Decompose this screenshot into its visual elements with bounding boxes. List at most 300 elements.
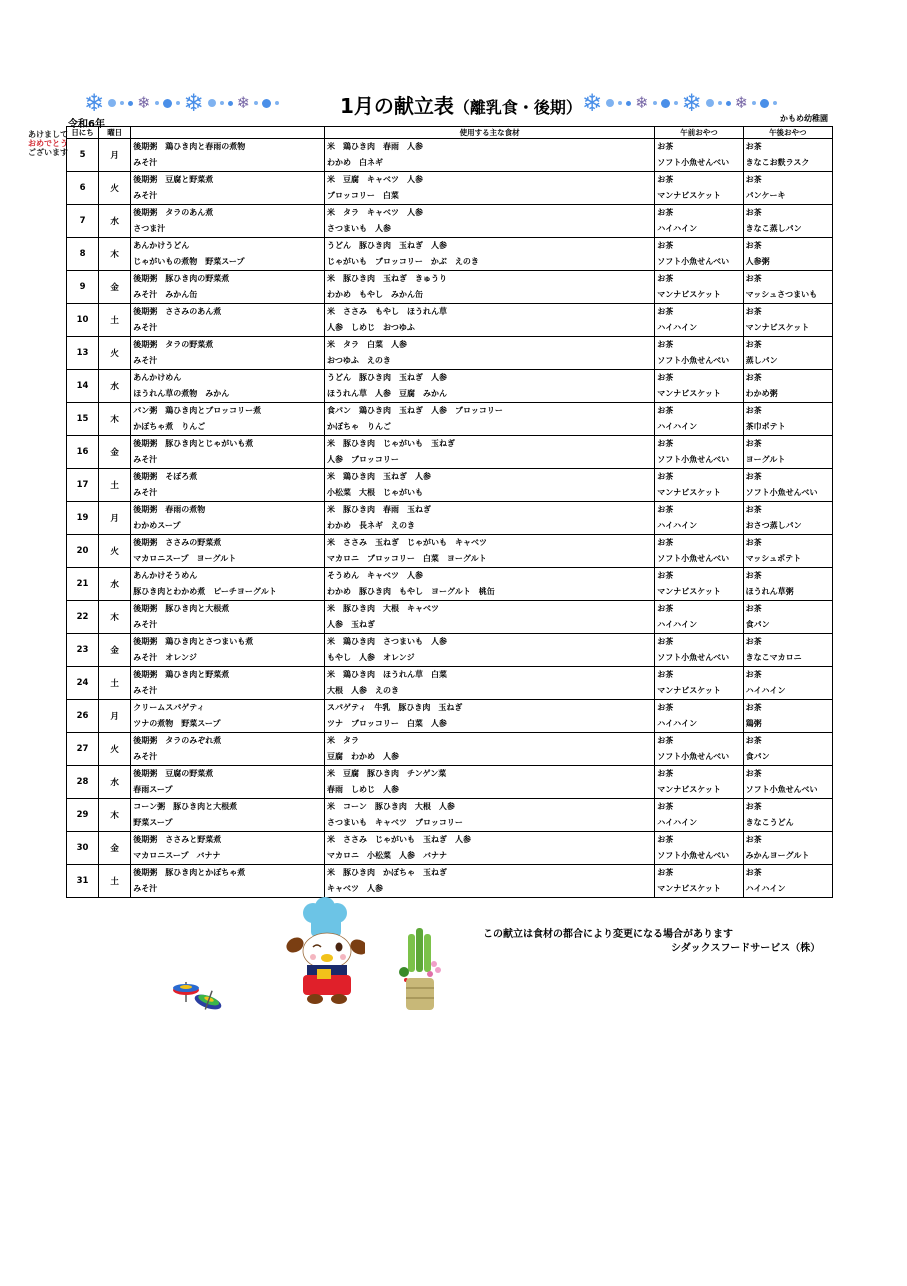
ingredients-cell <box>325 304 655 337</box>
pm-snack-cell-line: お茶 <box>745 868 762 877</box>
menu-cell <box>131 172 325 205</box>
am-snack-cell <box>655 238 743 271</box>
dot-icon <box>773 101 777 105</box>
weekday-cell: 金 <box>99 832 131 865</box>
pm-snack-cell <box>743 172 832 205</box>
menu-cell <box>131 535 325 568</box>
day-cell: 21 <box>67 568 99 601</box>
weekday-cell: 水 <box>99 766 131 799</box>
day-cell: 14 <box>67 370 99 403</box>
day-cell: 5 <box>67 139 99 172</box>
pm-snack-cell-line: お茶 <box>745 472 762 481</box>
ingredients-cell-line: 人参 しめじ おつゆふ <box>327 323 415 332</box>
pm-snack-cell-line: お茶 <box>745 406 762 415</box>
menu-cell-line: マカロニスープ バナナ <box>133 851 221 860</box>
table-row <box>67 205 833 238</box>
am-snack-cell <box>655 667 743 700</box>
pm-snack-cell-line: お茶 <box>745 571 762 580</box>
ingredients-cell-line: さつまいも 人参 <box>327 224 391 233</box>
menu-cell-line: 豚ひき肉とわかめ煮 ピーチヨーグルト <box>133 587 277 596</box>
pm-snack-cell-line: お茶 <box>745 769 762 778</box>
pm-snack-cell-line: みかんヨーグルト <box>745 851 810 860</box>
table-row <box>67 700 833 733</box>
table-row <box>67 370 833 403</box>
am-snack-cell-line: お茶 <box>657 736 674 745</box>
menu-cell <box>131 370 325 403</box>
pm-snack-cell-line: ハイハイン <box>745 686 786 695</box>
am-snack-cell <box>655 403 743 436</box>
dot-icon <box>254 101 258 105</box>
table-row <box>67 172 833 205</box>
am-snack-cell-line: ハイハイン <box>657 818 698 827</box>
am-snack-cell <box>655 337 743 370</box>
am-snack-cell-line: お茶 <box>657 604 674 613</box>
pm-snack-cell-line: きなこマカロニ <box>745 653 802 662</box>
new-year-greeting-image <box>28 130 68 170</box>
weekday-cell: 土 <box>99 667 131 700</box>
ingredients-cell-line: 米 タラ 白菜 人参 <box>327 340 407 349</box>
menu-cell <box>131 139 325 172</box>
pm-snack-cell-line: おさつ蒸しパン <box>745 521 802 530</box>
pm-snack-cell-line: お茶 <box>745 736 762 745</box>
dot-icon <box>674 101 678 105</box>
day-cell: 22 <box>67 601 99 634</box>
dot-icon <box>760 99 769 108</box>
am-snack-cell-line: ソフト小魚せんべい <box>657 653 730 662</box>
menu-cell-line: みそ汁 <box>133 323 158 332</box>
am-snack-cell-line: お茶 <box>657 802 674 811</box>
snowflake-icon: ❄ <box>681 89 702 117</box>
dot-icon <box>262 99 271 108</box>
day-cell: 28 <box>67 766 99 799</box>
company-name: シダックスフードサービス（株） <box>671 943 821 954</box>
pm-snack-cell-line: お茶 <box>745 505 762 514</box>
pm-snack-cell <box>743 667 832 700</box>
weekday-cell: 木 <box>99 799 131 832</box>
ingredients-cell <box>325 667 655 700</box>
dot-icon <box>108 99 116 107</box>
menu-cell-line: クリームスパゲティ <box>133 703 205 712</box>
ingredients-cell-line: 米 鶏ひき肉 春雨 人参 <box>327 142 423 151</box>
menu-cell <box>131 832 325 865</box>
menu-cell-line: 野菜スープ <box>133 818 173 827</box>
pm-snack-cell <box>743 271 832 304</box>
menu-cell-line: 後期粥 タラのみぞれ煮 <box>133 736 222 745</box>
weekday-cell: 木 <box>99 238 131 271</box>
am-snack-cell-line: ハイハイン <box>657 620 698 629</box>
pm-snack-cell-line: お茶 <box>745 274 762 283</box>
menu-cell-line: みそ汁 <box>133 488 158 497</box>
am-snack-cell-line: お茶 <box>657 505 674 514</box>
ingredients-cell-line: 米 タラ <box>327 736 359 745</box>
am-snack-cell-line: ソフト小魚せんべい <box>657 851 730 860</box>
dot-icon <box>706 99 714 107</box>
am-snack-cell-line: マンナビスケット <box>657 191 721 200</box>
ingredients-cell-line: 米 豚ひき肉 かぼちゃ 玉ねぎ <box>327 868 447 877</box>
ingredients-cell <box>325 601 655 634</box>
table-row <box>67 271 833 304</box>
am-snack-cell-line: ハイハイン <box>657 521 698 530</box>
am-snack-cell-line: お茶 <box>657 274 674 283</box>
pm-snack-cell-line: 食パン <box>745 620 770 629</box>
am-snack-cell-line: ハイハイン <box>657 422 698 431</box>
menu-cell-line: 春雨スープ <box>133 785 173 794</box>
am-snack-cell <box>655 535 743 568</box>
day-cell: 31 <box>67 865 99 898</box>
menu-cell-line: コーン粥 豚ひき肉と大根煮 <box>133 802 238 811</box>
weekday-cell: 水 <box>99 205 131 238</box>
pm-snack-cell-line: ほうれん草粥 <box>745 587 794 596</box>
pm-snack-cell-line: お茶 <box>745 340 762 349</box>
ingredients-cell-line: 米 豚ひき肉 春雨 玉ねぎ <box>327 505 431 514</box>
menu-cell-line: みそ汁 <box>133 191 158 200</box>
snowflake-decoration-left <box>84 88 279 118</box>
dot-icon <box>128 101 133 106</box>
ingredients-cell-line: 人参 ブロッコリー <box>327 455 399 464</box>
day-cell: 30 <box>67 832 99 865</box>
ingredients-cell <box>325 832 655 865</box>
menu-cell-line: かぼちゃ煮 りんご <box>133 422 206 431</box>
menu-cell-line: 後期粥 鶏ひき肉と春雨の煮物 <box>133 142 246 151</box>
ingredients-cell-line: 米 ささみ 玉ねぎ じゃがいも キャベツ <box>327 538 487 547</box>
pm-snack-cell <box>743 766 832 799</box>
am-snack-cell-line: お茶 <box>657 406 674 415</box>
menu-cell-line: あんかけうどん <box>133 241 190 250</box>
pm-snack-cell-line: お茶 <box>745 703 762 712</box>
menu-cell <box>131 271 325 304</box>
pm-snack-cell <box>743 403 832 436</box>
weekday-cell: 火 <box>99 172 131 205</box>
menu-cell-line: ツナの煮物 野菜スープ <box>133 719 221 728</box>
day-cell: 10 <box>67 304 99 337</box>
am-snack-cell-line: ハイハイン <box>657 323 698 332</box>
day-cell: 16 <box>67 436 99 469</box>
am-snack-cell <box>655 700 743 733</box>
menu-cell <box>131 337 325 370</box>
pm-snack-cell-line: マッシュさつまいも <box>745 290 818 299</box>
am-snack-cell-line: マンナビスケット <box>657 290 721 299</box>
weekday-cell: 火 <box>99 535 131 568</box>
kadomatsu-illustration <box>396 928 446 1013</box>
ingredients-cell-line: わかめ 豚ひき肉 もやし ヨーグルト 桃缶 <box>327 587 495 596</box>
ingredients-cell-line: 春雨 しめじ 人参 <box>327 785 399 794</box>
ingredients-cell-line: キャベツ 人参 <box>327 884 383 893</box>
ingredients-cell <box>325 238 655 271</box>
am-snack-cell <box>655 832 743 865</box>
ingredients-cell <box>325 337 655 370</box>
menu-cell <box>131 568 325 601</box>
ingredients-cell-line: 米 コーン 豚ひき肉 大根 人参 <box>327 802 455 811</box>
snowflake-decoration-right <box>582 88 777 118</box>
menu-cell-line: 後期粥 豚ひき肉とかぼちゃ煮 <box>133 868 246 877</box>
table-row <box>67 403 833 436</box>
menu-cell-line: みそ汁 <box>133 620 158 629</box>
dot-icon <box>220 101 224 105</box>
am-snack-cell-line: ソフト小魚せんべい <box>657 158 730 167</box>
menu-cell <box>131 469 325 502</box>
menu-cell-line: パン粥 鶏ひき肉とブロッコリー煮 <box>133 406 262 415</box>
am-snack-cell-line: お茶 <box>657 175 674 184</box>
am-snack-cell-line: ソフト小魚せんべい <box>657 455 730 464</box>
ingredients-cell-line: わかめ 長ネギ えのき <box>327 521 415 530</box>
am-snack-cell-line: マンナビスケット <box>657 785 721 794</box>
ingredients-cell-line: 米 鶏ひき肉 ほうれん草 白菜 <box>327 670 447 679</box>
table-row <box>67 568 833 601</box>
pm-snack-cell-line: パンケーキ <box>745 191 786 200</box>
pm-snack-cell-line: お茶 <box>745 604 762 613</box>
ingredients-cell <box>325 502 655 535</box>
menu-cell-line: みそ汁 オレンジ <box>133 653 197 662</box>
am-snack-cell <box>655 469 743 502</box>
ingredients-cell-line: 米 鶏ひき肉 さつまいも 人参 <box>327 637 447 646</box>
table-row <box>67 436 833 469</box>
snowflake-icon: ❄ <box>734 93 749 112</box>
ingredients-cell-line: うどん 豚ひき肉 玉ねぎ 人参 <box>327 241 447 250</box>
ingredients-cell-line: 米 豚ひき肉 大根 キャベツ <box>327 604 439 613</box>
ingredients-cell <box>325 271 655 304</box>
menu-cell-line: 後期粥 ささみのあん煮 <box>133 307 222 316</box>
pm-snack-cell <box>743 205 832 238</box>
ingredients-cell <box>325 436 655 469</box>
am-snack-cell <box>655 865 743 898</box>
snowflake-icon: ❄ <box>635 93 649 112</box>
ingredients-cell-line: うどん 豚ひき肉 玉ねぎ 人参 <box>327 373 447 382</box>
am-snack-cell-line: お茶 <box>657 703 674 712</box>
menu-cell-line: あんかけめん <box>133 373 182 382</box>
chef-dog-mascot-illustration <box>285 893 365 1008</box>
pm-snack-cell <box>743 502 832 535</box>
am-snack-cell-line: マンナビスケット <box>657 686 721 695</box>
greeting-line-1: あけまして <box>28 130 68 139</box>
pm-snack-cell <box>743 700 832 733</box>
am-snack-cell-line: お茶 <box>657 142 674 151</box>
am-snack-cell <box>655 304 743 337</box>
am-snack-cell <box>655 139 743 172</box>
table-row <box>67 337 833 370</box>
pm-snack-cell <box>743 568 832 601</box>
pm-snack-cell-line: マッシュポテト <box>745 554 802 563</box>
pm-snack-cell-line: きなこ蒸しパン <box>745 224 802 233</box>
menu-cell-line: 後期粥 タラのあん煮 <box>133 208 214 217</box>
era-label: 令和6年 <box>68 119 105 130</box>
change-notice: この献立は食材の都合により変更になる場合があります <box>483 929 733 940</box>
weekday-cell: 水 <box>99 568 131 601</box>
table-row <box>67 634 833 667</box>
menu-cell-line: 後期粥 豚ひき肉と大根煮 <box>133 604 230 613</box>
col-header-pm-snack: 午後おやつ <box>743 127 832 139</box>
am-snack-cell-line: お茶 <box>657 835 674 844</box>
am-snack-cell <box>655 172 743 205</box>
col-header-ingredients: 使用する主な食材 <box>325 127 655 139</box>
pm-snack-cell <box>743 634 832 667</box>
dot-icon <box>163 99 172 108</box>
menu-cell <box>131 799 325 832</box>
table-row <box>67 601 833 634</box>
ingredients-cell <box>325 568 655 601</box>
pm-snack-cell-line: 食パン <box>745 752 770 761</box>
ingredients-cell <box>325 139 655 172</box>
title-sub: （離乳食・後期） <box>453 98 582 117</box>
menu-cell <box>131 304 325 337</box>
am-snack-cell-line: マンナビスケット <box>657 389 721 398</box>
ingredients-cell <box>325 172 655 205</box>
pm-snack-cell-line: お茶 <box>745 307 762 316</box>
title-main: 1月の献立表 <box>340 94 454 118</box>
menu-cell <box>131 205 325 238</box>
pm-snack-cell-line: きなこお麩ラスク <box>745 158 810 167</box>
dot-icon <box>653 101 657 105</box>
table-row <box>67 733 833 766</box>
pm-snack-cell <box>743 535 832 568</box>
ingredients-cell-line: 米 ささみ もやし ほうれん草 <box>327 307 447 316</box>
menu-cell-line: 後期粥 そぼろ煮 <box>133 472 198 481</box>
day-cell: 23 <box>67 634 99 667</box>
menu-cell-line: みそ汁 <box>133 455 158 464</box>
greeting-line-3: ございます <box>28 148 68 157</box>
table-row <box>67 139 833 172</box>
pm-snack-cell-line: お茶 <box>745 670 762 679</box>
weekday-cell: 水 <box>99 370 131 403</box>
menu-cell-line: みそ汁 <box>133 158 158 167</box>
am-snack-cell <box>655 634 743 667</box>
am-snack-cell-line: ハイハイン <box>657 719 698 728</box>
am-snack-cell-line: お茶 <box>657 241 674 250</box>
menu-cell-line: みそ汁 <box>133 686 158 695</box>
am-snack-cell <box>655 766 743 799</box>
ingredients-cell <box>325 403 655 436</box>
pm-snack-cell <box>743 832 832 865</box>
pm-snack-cell-line: ソフト小魚せんべい <box>745 488 818 497</box>
dot-icon <box>618 101 622 105</box>
col-header-weekday: 曜日 <box>99 127 131 139</box>
menu-cell-line: わかめスープ <box>133 521 181 530</box>
pm-snack-cell-line: お茶 <box>745 439 762 448</box>
ingredients-cell <box>325 799 655 832</box>
ingredients-cell <box>325 205 655 238</box>
am-snack-cell <box>655 733 743 766</box>
weekday-cell: 土 <box>99 865 131 898</box>
ingredients-cell <box>325 733 655 766</box>
pm-snack-cell <box>743 469 832 502</box>
pm-snack-cell-line: お茶 <box>745 373 762 382</box>
ingredients-cell <box>325 766 655 799</box>
ingredients-cell <box>325 700 655 733</box>
table-row <box>67 667 833 700</box>
snowflake-icon: ❄ <box>183 89 204 117</box>
table-row <box>67 238 833 271</box>
am-snack-cell-line: お茶 <box>657 472 674 481</box>
ingredients-cell-line: ブロッコリー 白菜 <box>327 191 399 200</box>
pm-snack-cell-line: 茶巾ポテト <box>745 422 786 431</box>
am-snack-cell <box>655 370 743 403</box>
pm-snack-cell-line: お茶 <box>745 142 762 151</box>
menu-cell-line: あんかけそうめん <box>133 571 198 580</box>
bamboo-icon <box>408 928 431 972</box>
table-row <box>67 766 833 799</box>
am-snack-cell-line: マンナビスケット <box>657 587 721 596</box>
weekday-cell: 金 <box>99 634 131 667</box>
dot-icon <box>228 101 233 106</box>
day-cell: 20 <box>67 535 99 568</box>
pm-snack-cell <box>743 733 832 766</box>
pm-snack-cell <box>743 799 832 832</box>
ingredients-cell-line: もやし 人参 オレンジ <box>327 653 415 662</box>
weekday-cell: 月 <box>99 139 131 172</box>
pm-snack-cell-line: ヨーグルト <box>745 455 786 464</box>
day-cell: 15 <box>67 403 99 436</box>
pm-snack-cell-line: ハイハイン <box>745 884 786 893</box>
dot-icon <box>626 101 631 106</box>
am-snack-cell-line: お茶 <box>657 208 674 217</box>
ingredients-cell-line: マカロニ 小松菜 人参 バナナ <box>327 851 447 860</box>
dot-icon <box>120 101 124 105</box>
weekday-cell: 月 <box>99 502 131 535</box>
menu-cell-line: ほうれん草の煮物 みかん <box>133 389 230 398</box>
am-snack-cell-line: お茶 <box>657 571 674 580</box>
ingredients-cell-line: 食パン 鶏ひき肉 玉ねぎ 人参 ブロッコリー <box>327 406 503 415</box>
am-snack-cell-line: ソフト小魚せんべい <box>657 554 730 563</box>
table-row <box>67 832 833 865</box>
pm-snack-cell-line: 人参粥 <box>745 257 770 266</box>
table-row <box>67 865 833 898</box>
menu-cell-line: 後期粥 鶏ひき肉とさつまいも煮 <box>133 637 254 646</box>
am-snack-cell-line: お茶 <box>657 670 674 679</box>
am-snack-cell <box>655 205 743 238</box>
pm-snack-cell <box>743 436 832 469</box>
am-snack-cell-line: お茶 <box>657 373 674 382</box>
pm-snack-cell <box>743 304 832 337</box>
pm-snack-cell <box>743 865 832 898</box>
am-snack-cell-line: お茶 <box>657 769 674 778</box>
menu-cell-line: みそ汁 みかん缶 <box>133 290 198 299</box>
ingredients-cell-line: 米 鶏ひき肉 玉ねぎ 人参 <box>327 472 431 481</box>
ingredients-cell <box>325 634 655 667</box>
pm-snack-cell-line: マンナビスケット <box>745 323 810 332</box>
dot-icon <box>176 101 180 105</box>
am-snack-cell <box>655 271 743 304</box>
ingredients-cell-line: さつまいも キャベツ ブロッコリー <box>327 818 463 827</box>
menu-cell-line: 後期粥 豚ひき肉とじゃがいも煮 <box>133 439 254 448</box>
table-row <box>67 502 833 535</box>
day-cell: 7 <box>67 205 99 238</box>
snowflake-icon: ❄ <box>84 89 105 117</box>
weekday-cell: 火 <box>99 733 131 766</box>
menu-cell-line: 後期粥 豚ひき肉の野菜煮 <box>133 274 230 283</box>
ingredients-cell-line: じゃがいも ブロッコリー かぶ えのき <box>327 257 479 266</box>
dot-icon <box>752 101 756 105</box>
menu-cell-line: 後期粥 ささみと野菜煮 <box>133 835 222 844</box>
ingredients-cell-line: 大根 人参 えのき <box>327 686 399 695</box>
pm-snack-cell-line: お茶 <box>745 175 762 184</box>
weekday-cell: 木 <box>99 601 131 634</box>
pm-snack-cell-line: 蒸しパン <box>745 356 778 365</box>
day-cell: 8 <box>67 238 99 271</box>
menu-cell-line: 後期粥 タラの野菜煮 <box>133 340 214 349</box>
pm-snack-cell <box>743 601 832 634</box>
menu-cell <box>131 238 325 271</box>
snowflake-icon: ❄ <box>137 93 151 112</box>
am-snack-cell-line: お茶 <box>657 868 674 877</box>
am-snack-cell <box>655 502 743 535</box>
day-cell: 13 <box>67 337 99 370</box>
ingredients-cell-line: 米 豚ひき肉 玉ねぎ きゅうり <box>327 274 447 283</box>
menu-cell-line: 後期粥 豆腐の野菜煮 <box>133 769 214 778</box>
day-cell: 6 <box>67 172 99 205</box>
menu-cell-line: さつま汁 <box>133 224 166 233</box>
menu-cell <box>131 634 325 667</box>
am-snack-cell <box>655 601 743 634</box>
ingredients-cell <box>325 370 655 403</box>
